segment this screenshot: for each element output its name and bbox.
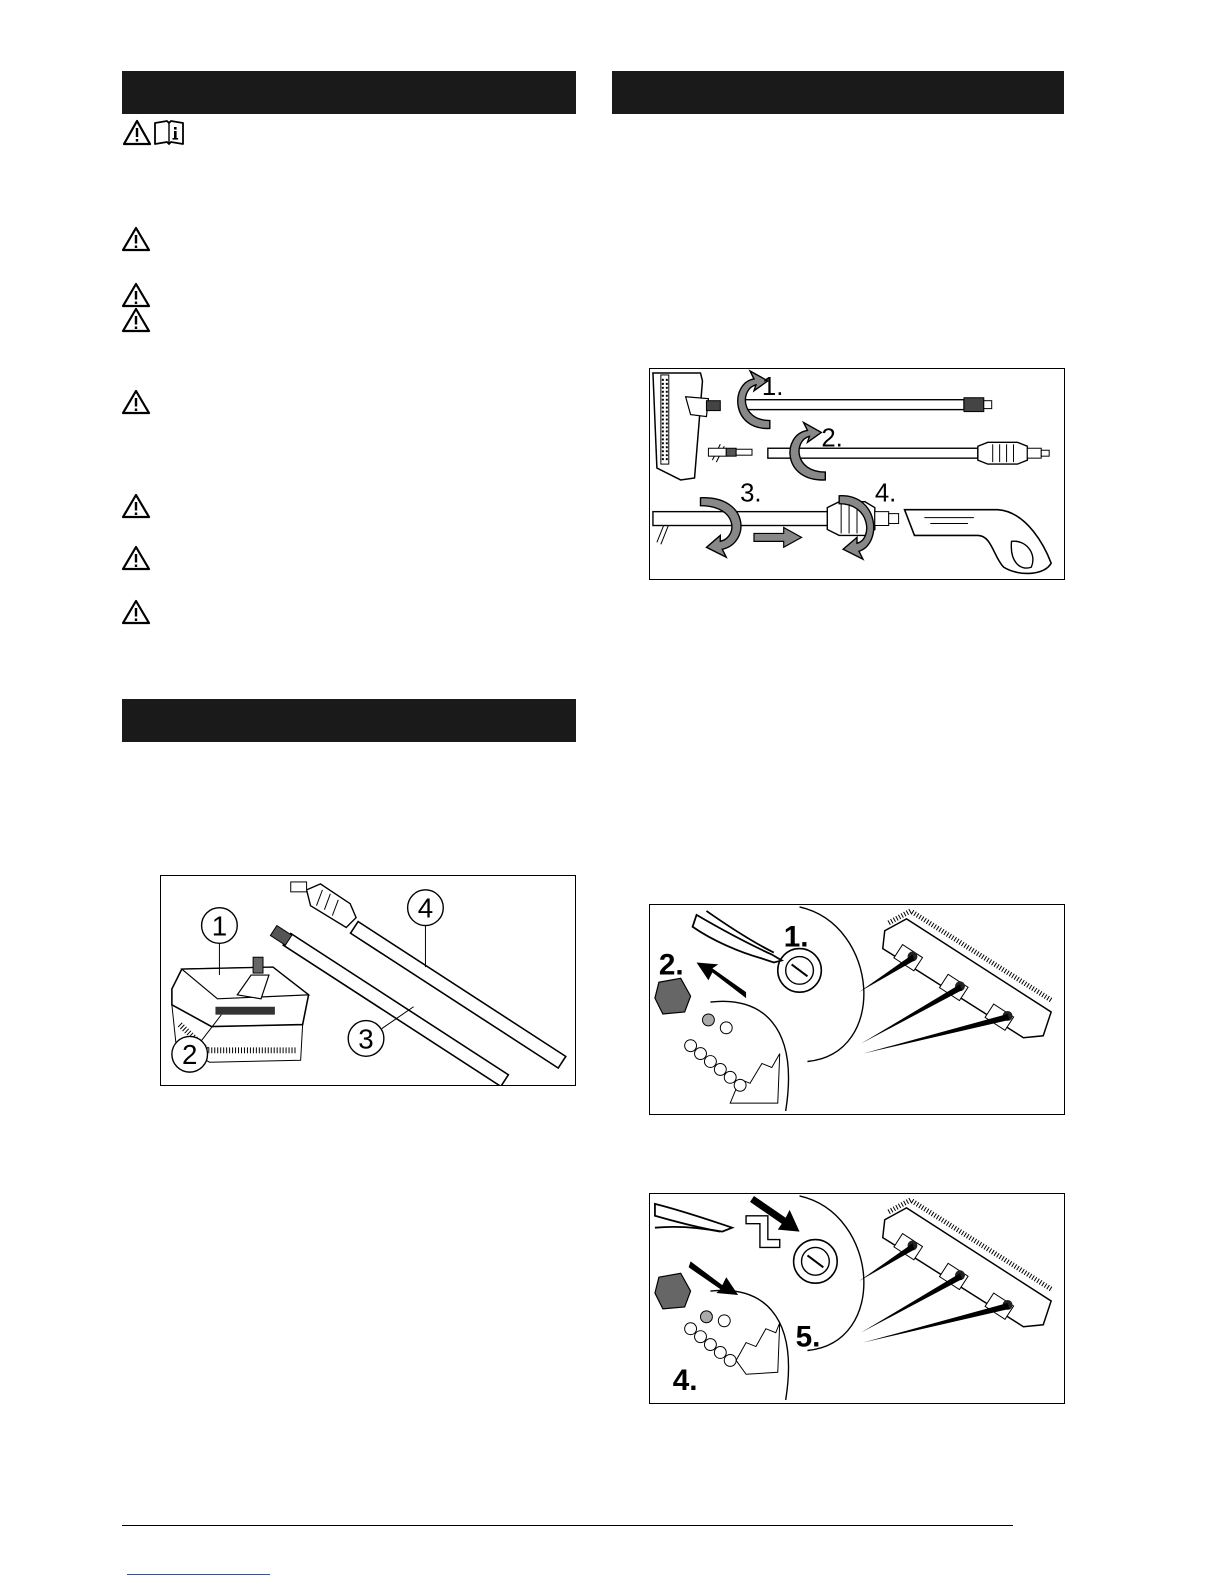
push-arrow-icon <box>754 527 802 547</box>
step-label-2: 2. <box>658 948 684 982</box>
brush-head-drawing <box>653 373 720 480</box>
pliers-icon <box>693 915 782 963</box>
figure-nozzle-removal <box>649 904 1065 1115</box>
step-label-4: 4. <box>874 479 897 508</box>
warning-triangle-icon <box>121 493 151 519</box>
figure-assembly <box>649 368 1065 580</box>
insert-arrow-icon <box>689 1261 739 1295</box>
footer-link-underline[interactable] <box>127 1574 270 1575</box>
section-header-bar-left-top <box>122 71 576 114</box>
step-label-3: 3. <box>740 479 762 508</box>
step-label-5: 5. <box>795 1320 821 1354</box>
warning-triangle-icon <box>121 282 151 308</box>
step-label-2: 2. <box>821 424 843 453</box>
step-label-1: 1. <box>783 920 809 954</box>
warning-triangle-icon <box>121 307 151 333</box>
figure-nozzle-insertion <box>649 1193 1065 1404</box>
figure-parts-overview <box>160 875 576 1086</box>
pull-arrow-icon <box>697 962 747 998</box>
section-header-bar-left-middle <box>122 699 576 742</box>
section-header-bar-right-top <box>612 71 1064 114</box>
rotate-arrow-icon <box>700 498 740 557</box>
part-label-1: 1 <box>211 910 228 942</box>
insert-arrow-icon <box>750 1196 800 1232</box>
extension-tube <box>742 400 964 410</box>
step-label-4: 4. <box>672 1364 698 1398</box>
warning-triangle-icon <box>122 119 152 146</box>
footer-rule <box>122 1525 1013 1526</box>
step-label-1: 1. <box>761 372 784 401</box>
part-label-4: 4 <box>417 892 434 924</box>
part-label-3: 3 <box>358 1023 374 1055</box>
read-manual-icon <box>153 119 185 146</box>
warning-triangle-icon <box>121 545 151 571</box>
part-label-2: 2 <box>181 1039 198 1071</box>
warning-triangle-icon <box>121 226 151 252</box>
extension-tube <box>653 512 831 526</box>
warning-triangle-icon <box>121 599 151 625</box>
warning-triangle-icon <box>121 389 151 415</box>
